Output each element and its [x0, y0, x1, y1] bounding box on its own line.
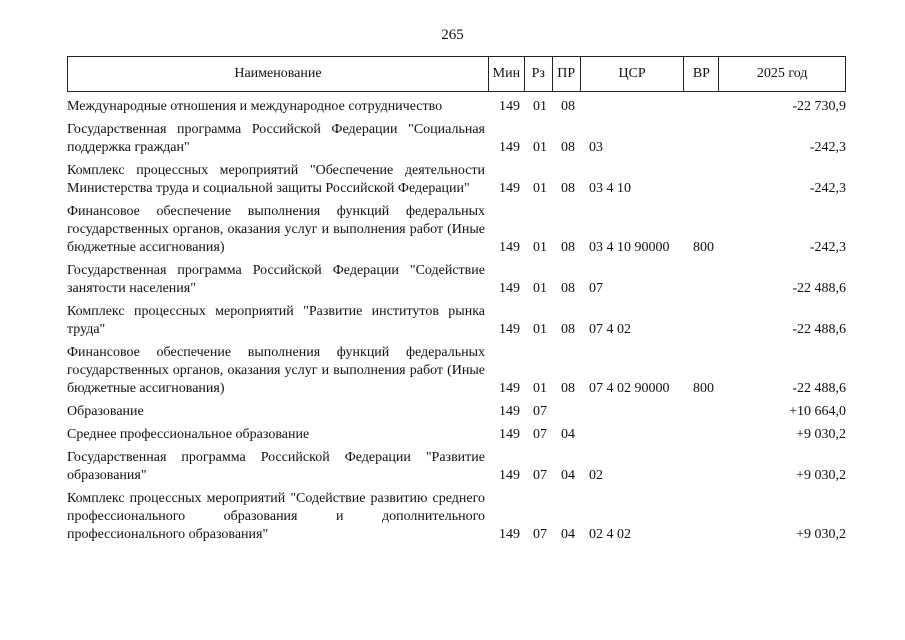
row-min: 149 [499, 381, 520, 396]
row-name: Государственная программа Российской Федерации "Развитие образования" [67, 450, 485, 483]
table-row [67, 262, 846, 298]
row-min: 149 [499, 140, 520, 155]
row-csr: 02 4 02 [589, 527, 631, 542]
row-name: Финансовое обеспечение выполнения функций федеральных государственных органов, оказания услуг и выполнения работ (Иные бюджетные ассигнования) [67, 345, 485, 396]
header-vr: ВР [684, 57, 719, 91]
header-pr: ПР [553, 57, 581, 91]
row-pr: 08 [561, 281, 575, 296]
row-sum: -22 488,6 [792, 322, 846, 337]
row-pr: 04 [561, 527, 575, 542]
row-min: 149 [499, 527, 520, 542]
row-rz: 01 [533, 240, 547, 255]
row-sum: +10 664,0 [789, 404, 846, 419]
row-name: Комплекс процессных мероприятий "Содействие развитию среднего профессионального образования и дополнительного профессионального образования" [67, 491, 485, 542]
row-csr: 03 [589, 140, 603, 155]
table-row [67, 303, 846, 339]
row-name: Государственная программа Российской Федерации "Содействие занятости населения" [67, 263, 485, 296]
table-row [67, 121, 846, 157]
row-pr: 08 [561, 322, 575, 337]
row-rz: 07 [533, 527, 547, 542]
table-row [67, 403, 846, 421]
row-rz: 07 [533, 404, 547, 419]
row-pr: 04 [561, 427, 575, 442]
table-row [67, 426, 846, 444]
row-rz: 07 [533, 468, 547, 483]
row-sum: +9 030,2 [796, 527, 846, 542]
row-csr: 03 4 10 [589, 181, 631, 196]
row-name: Финансовое обеспечение выполнения функций федеральных государственных органов, оказания услуг и выполнения работ (Иные бюджетные ассигнования) [67, 204, 485, 255]
row-csr: 07 4 02 90000 [589, 381, 670, 396]
row-name: Государственная программа Российской Федерации "Социальная поддержка граждан" [67, 122, 485, 155]
row-sum: -242,3 [809, 181, 846, 196]
row-rz: 01 [533, 140, 547, 155]
row-rz: 01 [533, 99, 547, 114]
row-name: Образование [67, 404, 144, 419]
table-header [67, 56, 846, 92]
row-sum: -22 730,9 [792, 99, 846, 114]
header-min: Мин [489, 57, 525, 91]
table-row [67, 162, 846, 198]
row-sum: -242,3 [809, 140, 846, 155]
row-vr: 800 [693, 240, 714, 255]
row-sum: -22 488,6 [792, 281, 846, 296]
row-name: Комплекс процессных мероприятий "Обеспечение деятельности Министерства труда и социальной защиты Российской Федерации" [67, 163, 485, 196]
row-pr: 08 [561, 99, 575, 114]
header-csr: ЦСР [581, 57, 685, 91]
row-pr: 04 [561, 468, 575, 483]
row-rz: 01 [533, 181, 547, 196]
table-row [67, 203, 846, 257]
table-body [67, 98, 846, 549]
row-rz: 01 [533, 381, 547, 396]
row-csr: 07 4 02 [589, 322, 631, 337]
row-csr: 02 [589, 468, 603, 483]
row-min: 149 [499, 404, 520, 419]
row-pr: 08 [561, 381, 575, 396]
row-sum: -242,3 [809, 240, 846, 255]
row-rz: 07 [533, 427, 547, 442]
header-year: 2025 год [756, 66, 808, 81]
row-min: 149 [499, 281, 520, 296]
row-name: Международные отношения и международное сотрудничество [67, 99, 443, 114]
row-min: 149 [499, 427, 520, 442]
row-rz: 01 [533, 322, 547, 337]
table-row [67, 98, 846, 116]
row-min: 149 [499, 99, 520, 114]
page-number: 265 [441, 27, 464, 43]
row-sum: +9 030,2 [796, 468, 846, 483]
row-pr: 08 [561, 240, 575, 255]
row-rz: 01 [533, 281, 547, 296]
row-pr: 08 [561, 181, 575, 196]
row-sum: +9 030,2 [796, 427, 846, 442]
row-min: 149 [499, 240, 520, 255]
table-row [67, 344, 846, 398]
row-name: Среднее профессиональное образование [67, 427, 310, 442]
row-name: Комплекс процессных мероприятий "Развитие институтов рынка труда" [67, 304, 485, 337]
row-min: 149 [499, 468, 520, 483]
row-vr: 800 [693, 381, 714, 396]
table-row [67, 490, 846, 544]
row-csr: 07 [589, 281, 603, 296]
row-csr: 03 4 10 90000 [589, 240, 670, 255]
table-row [67, 449, 846, 485]
row-min: 149 [499, 322, 520, 337]
row-pr: 08 [561, 140, 575, 155]
header-name: Наименование [68, 57, 489, 91]
row-min: 149 [499, 181, 520, 196]
row-sum: -22 488,6 [792, 381, 846, 396]
header-rz: Рз [525, 57, 553, 91]
